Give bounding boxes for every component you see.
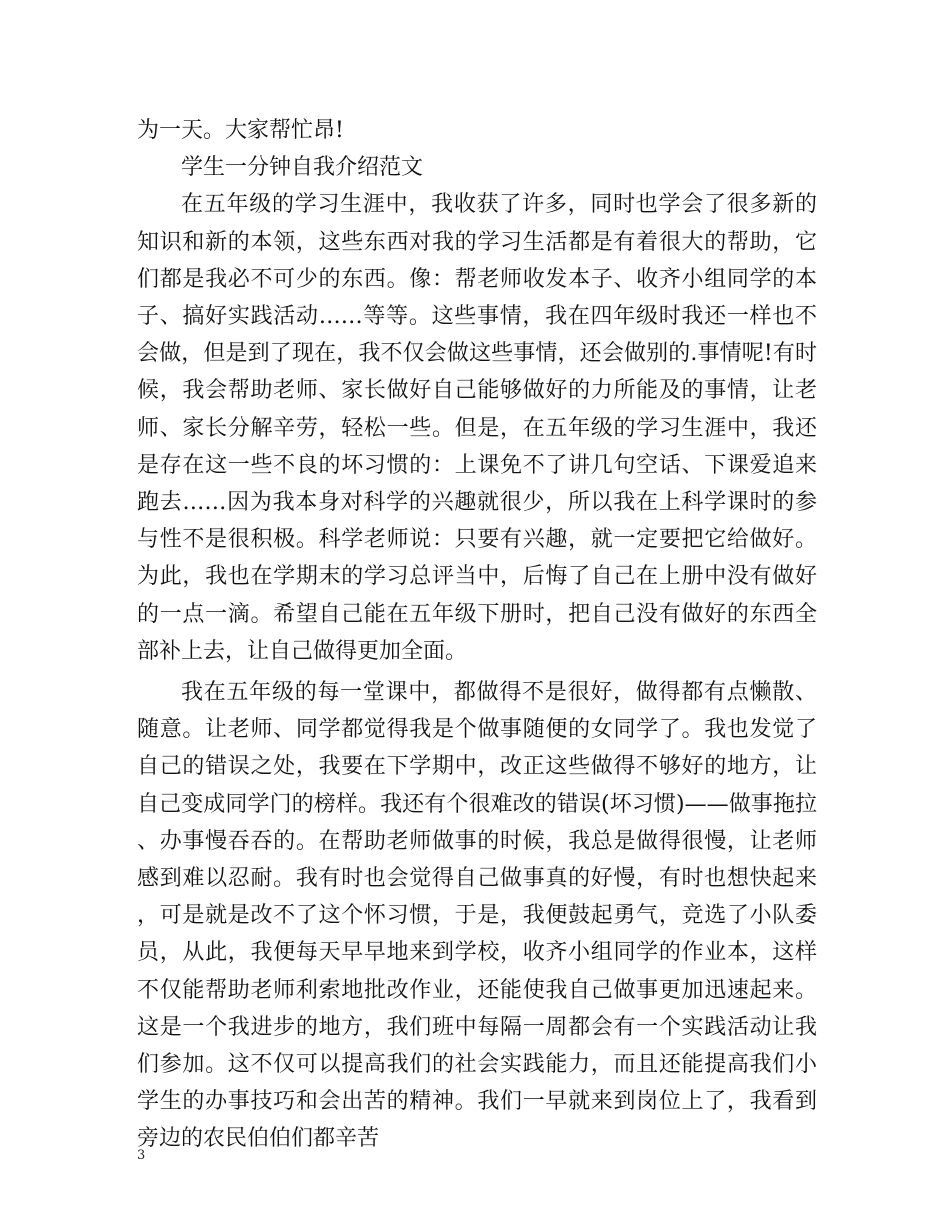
section-heading: 学生一分钟自我介绍范文	[181, 155, 424, 181]
paragraph-2: 我在五年级的每一堂课中，都做得不是很好，做得都有点懒散、随意。让老师、同学都觉得我是个做事随便的女同学了。我也发觉了自己的错误之处，我要在下学期中，改正这些做得不够好的地方，让自己变成同学门的榜样。我还有个很难改的错误(坏习惯)——做事拖拉、办事慢吞吞的。在帮助老师做事的时候，我总是做得很慢，让老师感到难以忍耐。我有时也会觉得自己做事真的好慢，有时也想快起来，可是就是改不了这个怀习惯，于是，我便鼓起勇气，竞选了小队委员，从此，我便每天早早地来到学校，收齐小组同学的作业本，这样不仅能帮助老师利索地批改作业，还能使我自己做事更加迅速起来。这是一个我进步的地方，我们班中每隔一周都会有一个实践活动让我们参加。这不仅可以提高我们的社会实践能力，而且还能提高我们小学生的办事技巧和会出苦的精神。我们一早就来到岗位上了，我看到旁边的农民伯伯们都辛苦	[137, 680, 817, 1152]
document-body	[137, 112, 817, 1158]
page-number: 3	[137, 1148, 146, 1163]
continuation-line: 为一天。大家帮忙昂!	[137, 118, 344, 143]
paragraph-1: 在五年级的学习生涯中，我收获了许多，同时也学会了很多新的知识和新的本领，这些东西对我的学习生活都是有着很大的帮助，它们都是我必不可少的东西。像：帮老师收发本子、收齐小组同学的本子、搞好实践活动……等等。这些事情，我在四年级时我还一样也不会做，但是到了现在，我不仅会做这些事情，还会做别的.事情呢!有时候，我会帮助老师、家长做好自己能够做好的力所能及的事情，让老师、家长分解辛劳，轻松一些。但是，在五年级的学习生涯中，我还是存在这一些不良的坏习惯的：上课免不了讲几句空话、下课爱追来跑去……因为我本身对科学的兴趣就很少，所以我在上科学课时的参与性不是很积极。科学老师说：只要有兴趣，就一定要把它给做好。为此，我也在学期末的学习总评当中，后悔了自己在上册中没有做好的一点一滴。希望自己能在五年级下册时，把自己没有做好的东西全部补上去，让自己做得更加全面。	[137, 192, 817, 664]
